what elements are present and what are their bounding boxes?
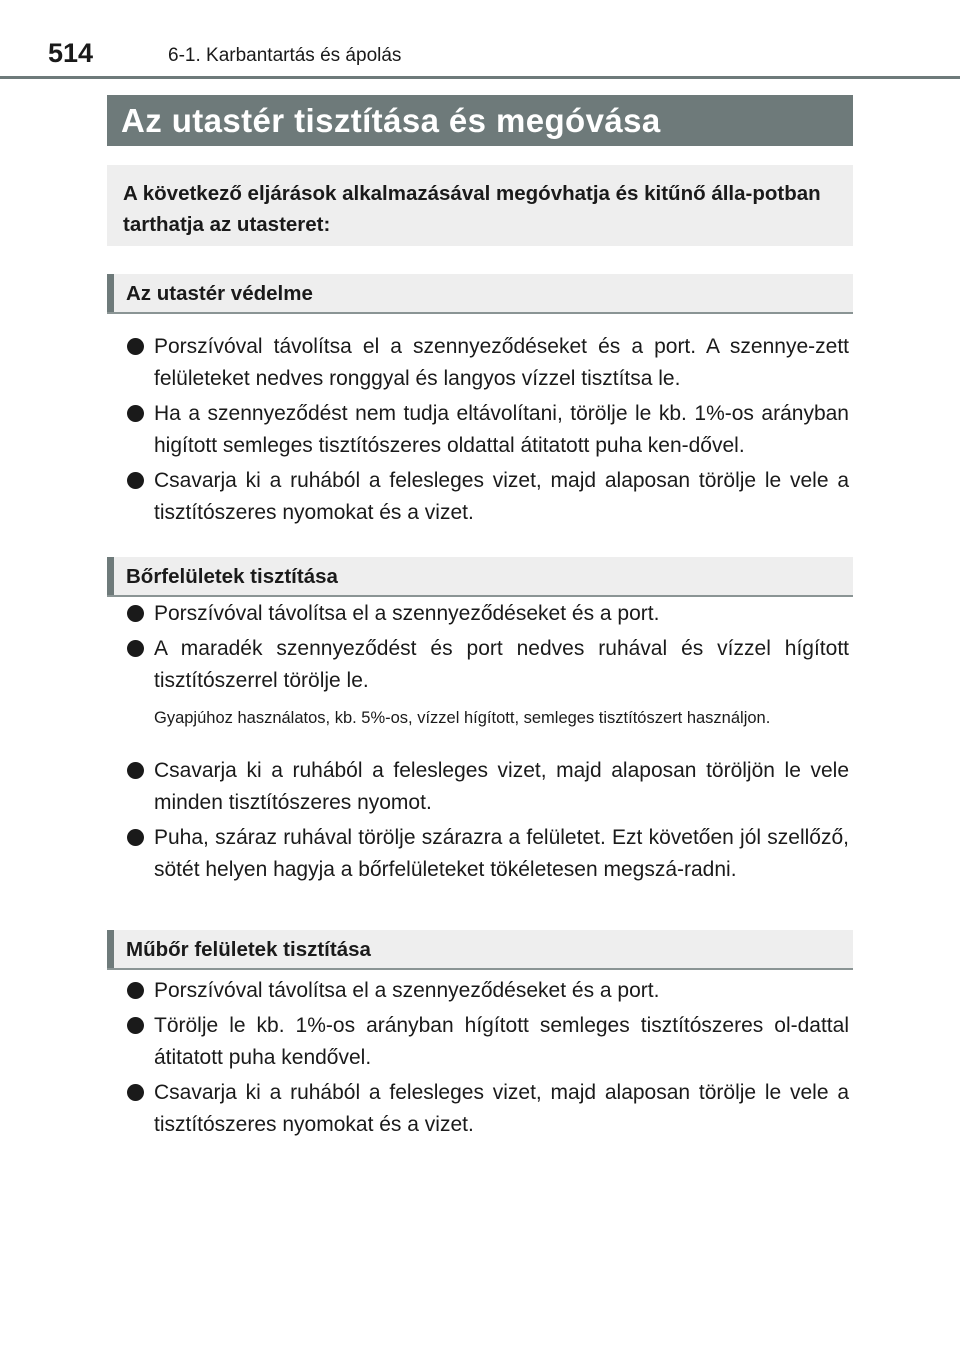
section-heading-label: Az utastér védelme [126,282,313,305]
bullet-icon [127,1084,144,1101]
list-item: Porszívóval távolítsa el a szennyeződéseket és a port. [127,975,849,1007]
bullet-icon [127,762,144,779]
list-item: Porszívóval távolítsa el a szennyeződéseket és a port. [127,598,849,630]
page-number: 514 [48,38,94,68]
bullet-icon [127,405,144,422]
list-item: A maradék szennyeződést és port nedves ruhával és vízzel hígított tisztítószerrel törölje le. [127,633,849,697]
bullet-icon [127,338,144,355]
section-heading-label: Bőrfelületek tisztítása [126,565,338,588]
bullet-icon [127,982,144,999]
bullet-icon [127,640,144,657]
section-heading-utaster-vedelme [107,274,853,314]
intro-box [107,165,853,246]
bullet-list [127,755,849,889]
list-item: Csavarja ki a ruhából a felesleges vizet, majd alaposan törölje le vele a tisztítószeres nyomokat és a vizet. [127,465,849,529]
section-heading-mubor-feluletek [107,930,853,970]
list-item: Törölje le kb. 1%-os arányban hígított semleges tisztítószeres ol-dattal átitatott puha kendővel. [127,1010,849,1074]
list-item: Puha, száraz ruhával törölje szárazra a felületet. Ezt követően jól szellőző, sötét helyen hagyja a bőrfelületeket tökéletesen megszá-radni. [127,822,849,886]
section-title-bar [107,95,853,146]
heading-accent [107,557,114,595]
page-title: Az utastér tisztítása és megóvása [121,102,661,139]
heading-accent [107,274,114,312]
bullet-icon [127,605,144,622]
bullet-icon [127,1017,144,1034]
section-heading-borfeluletek [107,557,853,597]
bullet-list [127,331,849,532]
list-item: Ha a szennyeződést nem tudja eltávolítani, törölje le kb. 1%-os arányban higított semleges tisztítószeres oldattal átitatott puha ken-dővel. [127,398,849,462]
list-item: Porszívóval távolítsa el a szennyeződéseket és a port. A szennye-zett felületeket nedves ronggyal és langyos vízzel tisztítsa le. [127,331,849,395]
list-item: Csavarja ki a ruhából a felesleges vizet, majd alaposan töröljön le vele minden tisztítószeres nyomot. [127,755,849,819]
intro-text: A következő eljárások alkalmazásával megóvhatja és kitűnő álla-potban tarthatja az utasteret: [123,182,821,236]
page-header [48,38,908,72]
section-heading-label: Műbőr felületek tisztítása [126,938,371,961]
list-item: Csavarja ki a ruhából a felesleges vizet, majd alaposan törölje le vele a tisztítószeres nyomokat és a vizet. [127,1077,849,1141]
bullet-list [127,598,849,700]
heading-accent [107,930,114,968]
bullet-list [127,975,849,1144]
bullet-icon [127,829,144,846]
chapter-title: 6-1. Karbantartás és ápolás [168,45,402,66]
note-text: Gyapjúhoz használatos, kb. 5%-os, vízzel hígított, semleges tisztítószert használjon. [154,709,771,727]
header-divider [0,76,960,79]
bullet-icon [127,472,144,489]
